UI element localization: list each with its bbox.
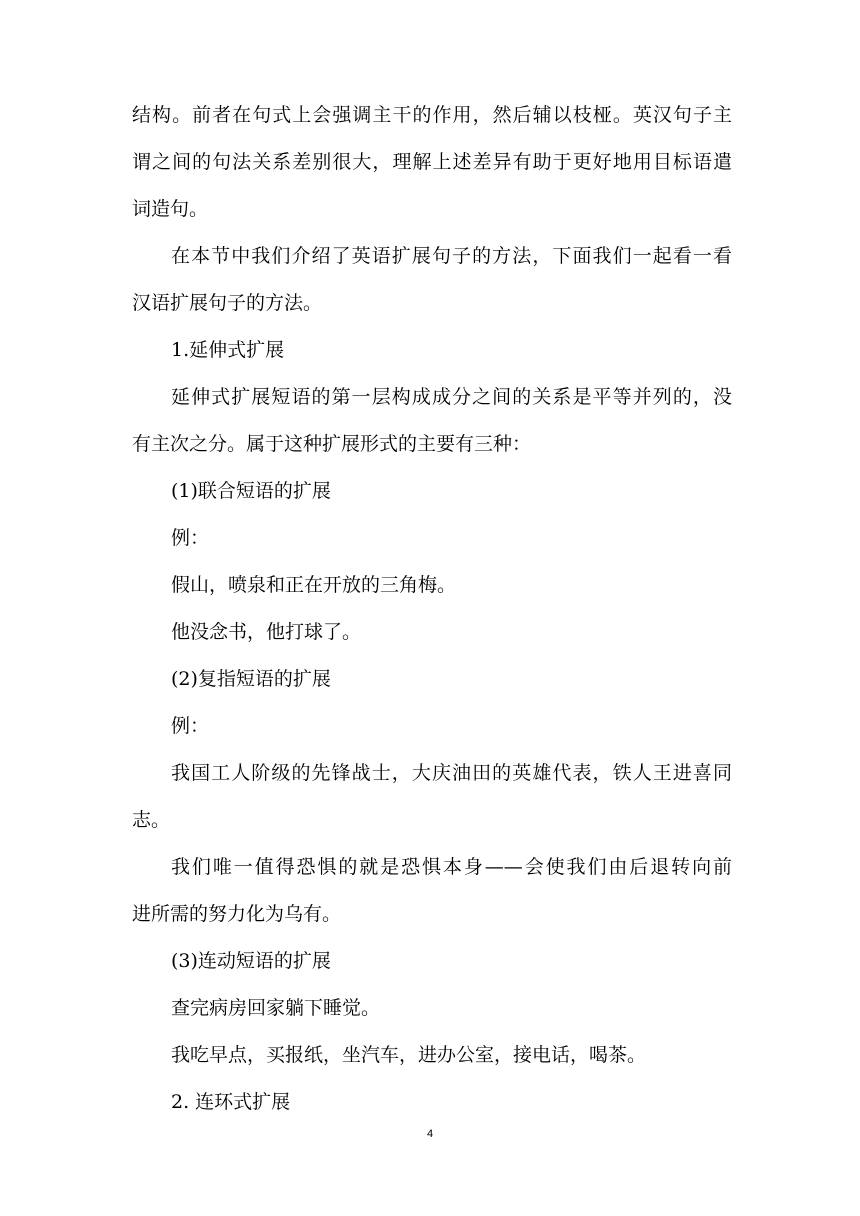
text-line: 1.延伸式扩展	[171, 339, 285, 361]
text-line: 他没念书，他打球了。	[171, 621, 362, 643]
text-line: (3)连动短语的扩展	[171, 950, 331, 972]
text-line: 例：	[171, 715, 210, 737]
text-line: 汉语扩展句子的方法。	[132, 292, 323, 314]
text-line: (2)复指短语的扩展	[171, 668, 331, 690]
text-line: 查完病房回家躺下睡觉。	[171, 997, 381, 1019]
text-line: 志。	[132, 809, 171, 831]
text-line: 延伸式扩展短语的第一层构成成分之间的关系是平等并列的，没	[171, 386, 732, 408]
page-number: 4	[426, 1128, 434, 1140]
text-line: 2. 连环式扩展	[171, 1091, 291, 1113]
text-line: 假山，喷泉和正在开放的三角梅。	[171, 574, 457, 596]
document-body	[132, 92, 732, 1126]
text-line: 进所需的努力化为乌有。	[132, 903, 342, 925]
text-line: 有主次之分。属于这种扩展形式的主要有三种：	[132, 433, 532, 455]
text-line: 我吃早点，买报纸，坐汽车，进办公室，接电话，喝茶。	[171, 1044, 647, 1066]
text-line: 我们唯一值得恐惧的就是恐惧本身——会使我们由后退转向前	[171, 856, 732, 878]
text-line: 谓之间的句法关系差别很大，理解上述差异有助于更好地用目标语遣	[132, 151, 732, 173]
text-line: 结构。前者在句式上会强调主干的作用，然后辅以枝桠。英汉句子主	[132, 104, 732, 126]
text-line: 词造句。	[132, 198, 209, 220]
text-line: 我国工人阶级的先锋战士，大庆油田的英雄代表，铁人王进喜同	[171, 762, 732, 784]
text-line: (1)联合短语的扩展	[171, 480, 331, 502]
text-line: 在本节中我们介绍了英语扩展句子的方法，下面我们一起看一看	[171, 245, 732, 267]
text-line: 例：	[171, 527, 210, 549]
